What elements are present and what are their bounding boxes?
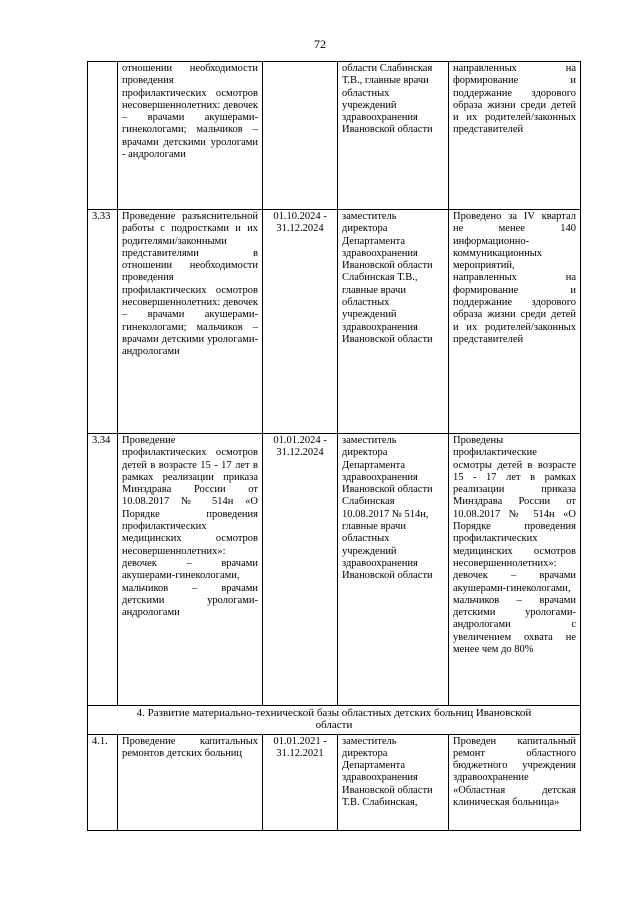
section-heading-line: 4. Развитие материально-технической базы областных детских больниц Ивановской — [136, 707, 532, 719]
dates-cell — [263, 62, 338, 210]
activity-cell: отношении необходимости проведения профилактических осмотров несовершеннолетних: девочек – врачами акушерами-гинекологами; мальчиков – врачами детскими урологами - андрологами — [118, 62, 263, 210]
section-heading — [88, 706, 581, 735]
table-row — [88, 434, 581, 706]
result-cell: Проведено за IV квартал не менее 140 информационно-коммуникационных мероприятий, направленных на формирование и поддержание здорового образа жизни среди детей и их родителей/законных представителей — [449, 210, 581, 434]
section-header-row — [88, 706, 581, 735]
result-cell: Проведены профилактические осмотры детей в возрасте 15 - 17 лет в рамках реализации приказа Минздрава России от 10.08.2017 № 514н «О Порядке проведения профилактических медицинских осмотров несовершеннолетних»: девочек – врачами акушерами-гинекологами, мальчиков – врачами детскими урологами-андрологами с увеличением охвата не менее чем до 80% — [449, 434, 581, 706]
row-number: 3.33 — [88, 210, 118, 434]
executor-cell: заместитель директора Департамента здравоохранения Ивановской области Т.В. Слабинская, — [338, 734, 449, 830]
dates-cell: 01.01.2024 - 31.12.2024 — [263, 434, 338, 706]
result-cell: Проведен капитальный ремонт областного бюджетного учреждения здравоохранение «Областная детская клиническая больница» — [449, 734, 581, 830]
dates-cell: 01.01.2021 - 31.12.2021 — [263, 734, 338, 830]
table-row — [88, 734, 581, 830]
table-row — [88, 62, 581, 210]
page-number: 72 — [314, 37, 326, 51]
section-heading-line: области — [315, 719, 353, 732]
dates-cell: 01.10.2024 - 31.12.2024 — [263, 210, 338, 434]
activity-cell: Проведение капитальных ремонтов детских больниц — [118, 734, 263, 830]
row-number — [88, 62, 118, 210]
table-row — [88, 210, 581, 434]
activity-table — [87, 61, 581, 831]
row-number: 4.1. — [88, 734, 118, 830]
row-number: 3.34 — [88, 434, 118, 706]
executor-cell: области Слабинская Т.В., главные врачи областных учреждений здравоохранения Ивановской области — [338, 62, 449, 210]
executor-cell: заместитель директора Департамента здравоохранения Ивановской области Слабинская Т.В., главные врачи областных учреждений здравоохранения Ивановской области — [338, 210, 449, 434]
executor-cell: заместитель директора Департамента здравоохранения Ивановской области Слабинская 10.08.2017 № 514н, главные врачи областных учреждений здравоохранения Ивановской области — [338, 434, 449, 706]
activity-cell: Проведение профилактических осмотров детей в возрасте 15 - 17 лет в рамках реализации приказа Минздрава России от 10.08.2017 № 514н «О Порядке проведения профилактических медицинских осмотров несовершеннолетних»: девочек – врачами акушерами-гинекологами, мальчиков – врачами детскими урологами-андрологами — [118, 434, 263, 706]
activity-cell: Проведение разъяснительной работы с подростками и их родителями/законными представителями в отношении необходимости проведения профилактических осмотров несовершеннолетних: девочек – врачами акушерами-гинекологами; мальчиков – врачами детскими урологами-андрологами — [118, 210, 263, 434]
result-cell: направленных на формирование и поддержание здорового образа жизни среди детей и их родителей/законных представителей — [449, 62, 581, 210]
